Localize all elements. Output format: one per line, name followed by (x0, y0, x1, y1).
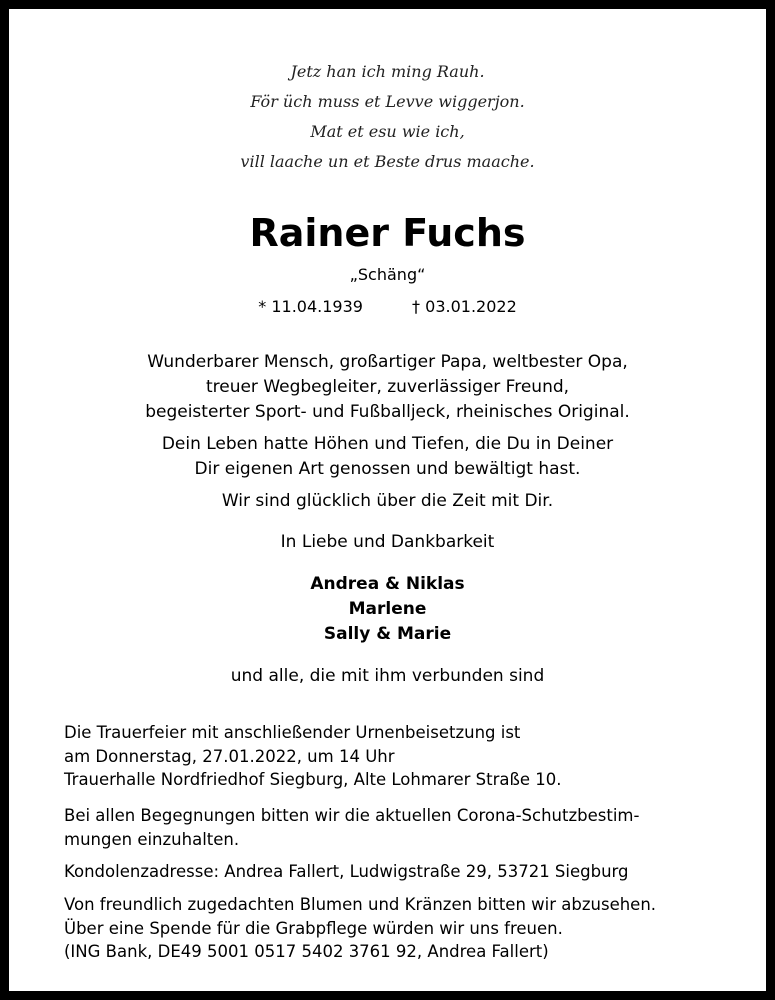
gratitude-line: Wir sind glücklich über die Zeit mit Dir. (221, 491, 554, 511)
mourner-name: Andrea & Niklas (310, 574, 465, 594)
tribute-line: Wunderbarer Mensch, großartiger Papa, weltbester Opa, (147, 352, 628, 372)
tribute-line: treuer Wegbegleiter, zuverlässiger Freund, (205, 377, 570, 397)
poem-line: För üch muss et Levve wiggerjon. (250, 92, 525, 111)
poem-line: vill laache un et Beste drus maache. (240, 152, 535, 171)
tribute-text (9, 350, 766, 425)
mourner-name: Sally & Marie (323, 624, 452, 644)
corona-notice (64, 804, 744, 851)
corona-line: Bei allen Begegnungen bitten wir die aktuellen Corona-Schutzbestim- (64, 806, 640, 825)
love-line: In Liebe und Dankbarkeit (280, 532, 495, 552)
mourner-name: Marlene (348, 599, 427, 619)
death-date: † 03.01.2022 (412, 297, 517, 316)
poem-line: Mat et esu wie ich, (310, 122, 465, 141)
funeral-line: Die Trauerfeier mit anschließender Urnenbeisetzung ist (64, 723, 521, 742)
others-line: und alle, die mit ihm verbunden sind (230, 666, 545, 686)
life-line: Dir eigenen Art genossen und bewältigt hast. (194, 459, 581, 479)
deceased-nickname: „Schäng“ (349, 265, 426, 284)
donation-line: Über eine Spende für die Grabpflege würden wir uns freuen. (64, 918, 563, 938)
condolence-line: Kondolenzadresse: Andrea Fallert, Ludwigstraße 29, 53721 Siegburg (64, 862, 629, 881)
donation-line: (ING Bank, DE49 5001 0517 5402 3761 92, Andrea Fallert) (64, 942, 549, 961)
condolence-address (64, 860, 744, 884)
tribute-line: begeisterter Sport- und Fußballjeck, rheinisches Original. (145, 402, 630, 422)
poem (9, 57, 766, 177)
deceased-name: Rainer Fuchs (249, 211, 526, 255)
funeral-line: Trauerhalle Nordfriedhof Siegburg, Alte Lohmarer Straße 10. (64, 770, 562, 789)
life-text (9, 432, 766, 482)
mourners-list (9, 572, 766, 647)
life-dates (9, 294, 766, 320)
donation-line: Von freundlich zugedachten Blumen und Kränzen bitten wir abzusehen. (64, 895, 657, 914)
funeral-line: am Donnerstag, 27.01.2022, um 14 Uhr (64, 746, 395, 766)
donation-notice (64, 893, 744, 964)
birth-date: * 11.04.1939 (258, 297, 363, 316)
funeral-info (64, 721, 744, 792)
corona-line: mungen einzuhalten. (64, 829, 240, 849)
life-line: Dein Leben hatte Höhen und Tiefen, die Du in Deiner (161, 434, 614, 454)
poem-line: Jetz han ich ming Rauh. (290, 62, 485, 81)
